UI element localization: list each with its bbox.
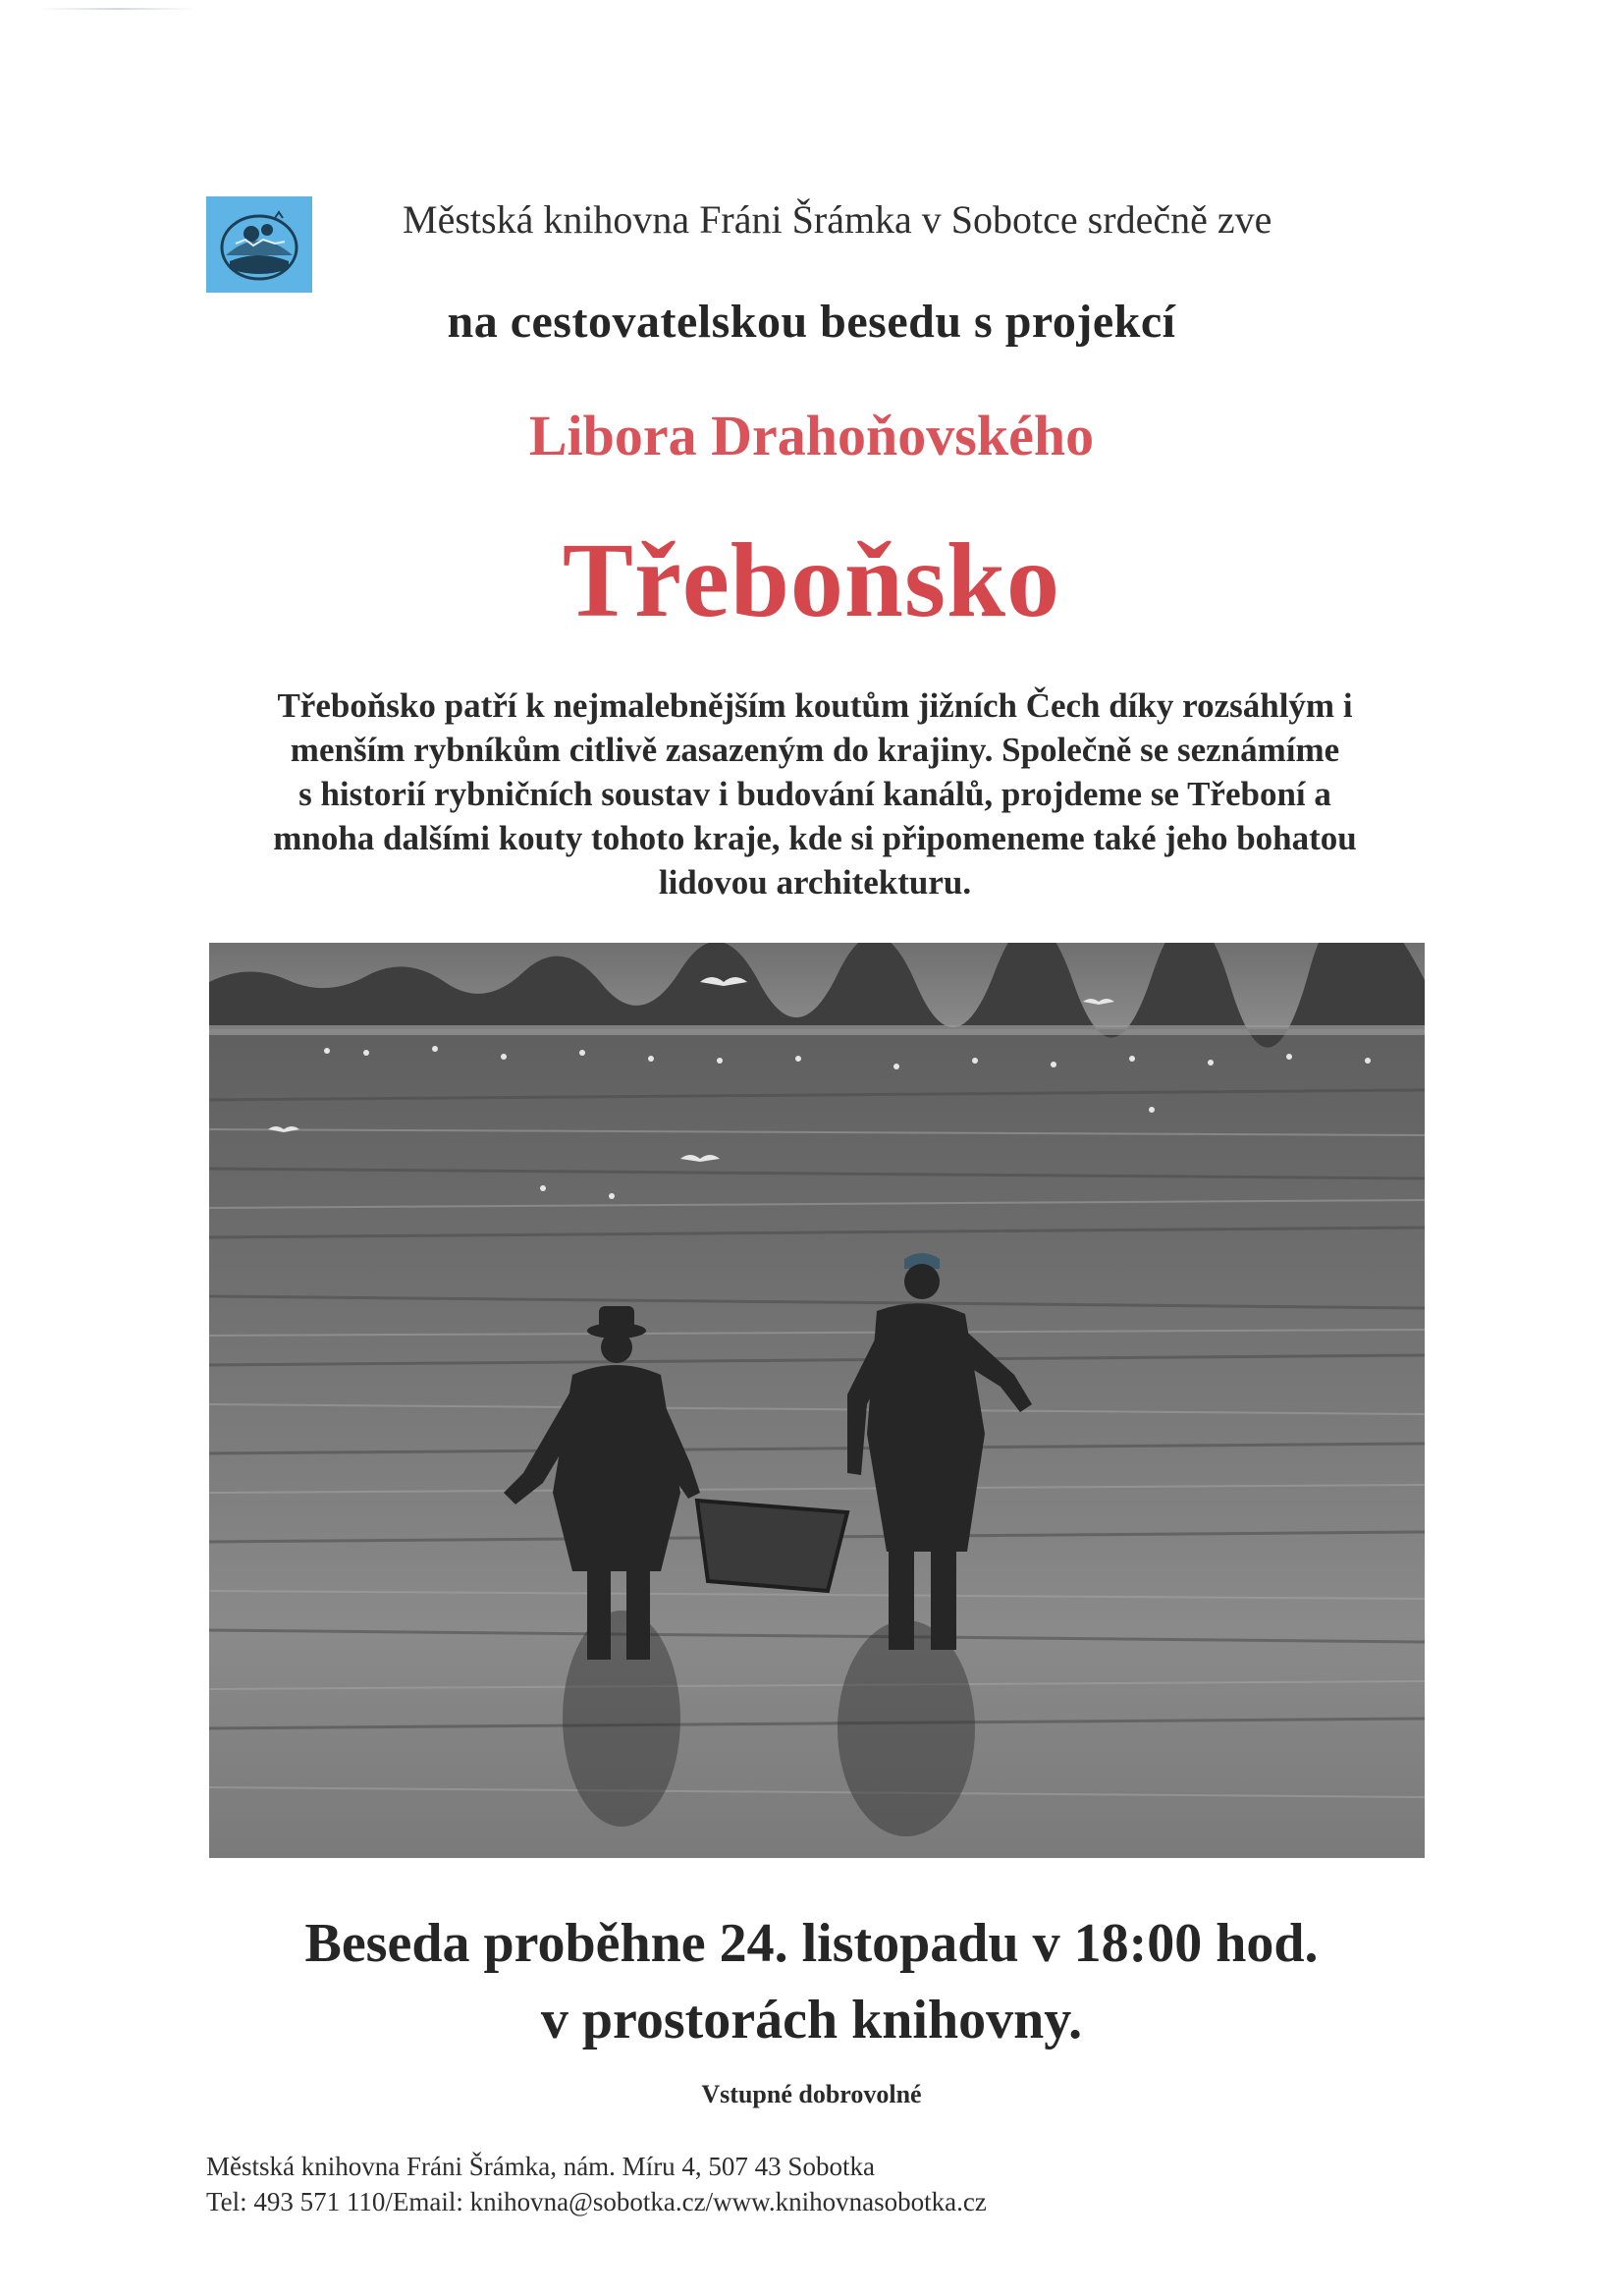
event-date-time: Beseda proběhne 24. listopadu v 18:00 hod. <box>304 1913 1319 1974</box>
library-logo-icon <box>206 196 312 293</box>
scan-artifact <box>39 8 196 10</box>
page-title: Třeboňsko <box>562 522 1061 639</box>
admission-note: Vstupné dobrovolné <box>701 2080 922 2108</box>
invitation-text: Městská knihovna Fráni Šrámka v Sobotce srdečně zve <box>403 197 1272 242</box>
fishermen-photo <box>209 943 1425 1858</box>
event-subtitle: na cestovatelskou besedu s projekcí <box>447 296 1176 348</box>
speaker-name: Libora Drahoňovského <box>528 404 1095 467</box>
description-line: menším rybníkům citlivě zasazeným do krajiny. Společně se seznámíme <box>290 731 1340 769</box>
event-details <box>0 1905 1623 2058</box>
footer-contact-line: Tel: 493 571 110/Email: knihovna@sobotka.cz/www.knihovnasobotka.cz <box>206 2187 987 2216</box>
description-line: Třeboňsko patří k nejmalebnějším koutům jižních Čech díky rozsáhlým i <box>277 686 1353 725</box>
description-line: mnoha dalšími kouty tohoto kraje, kde si připomeneme také jeho bohatou <box>273 819 1357 857</box>
footer-contact <box>206 2149 1384 2219</box>
footer-address: Městská knihovna Fráni Šrámka, nám. Míru 4, 507 43 Sobotka <box>206 2152 875 2181</box>
event-description <box>177 683 1453 904</box>
description-line: s historií rybničních soustav i budování kanálů, projdeme se Třeboní a <box>298 775 1331 813</box>
description-line: lidovou architekturu. <box>658 863 972 902</box>
event-location: v prostorách knihovny. <box>540 1990 1083 2050</box>
